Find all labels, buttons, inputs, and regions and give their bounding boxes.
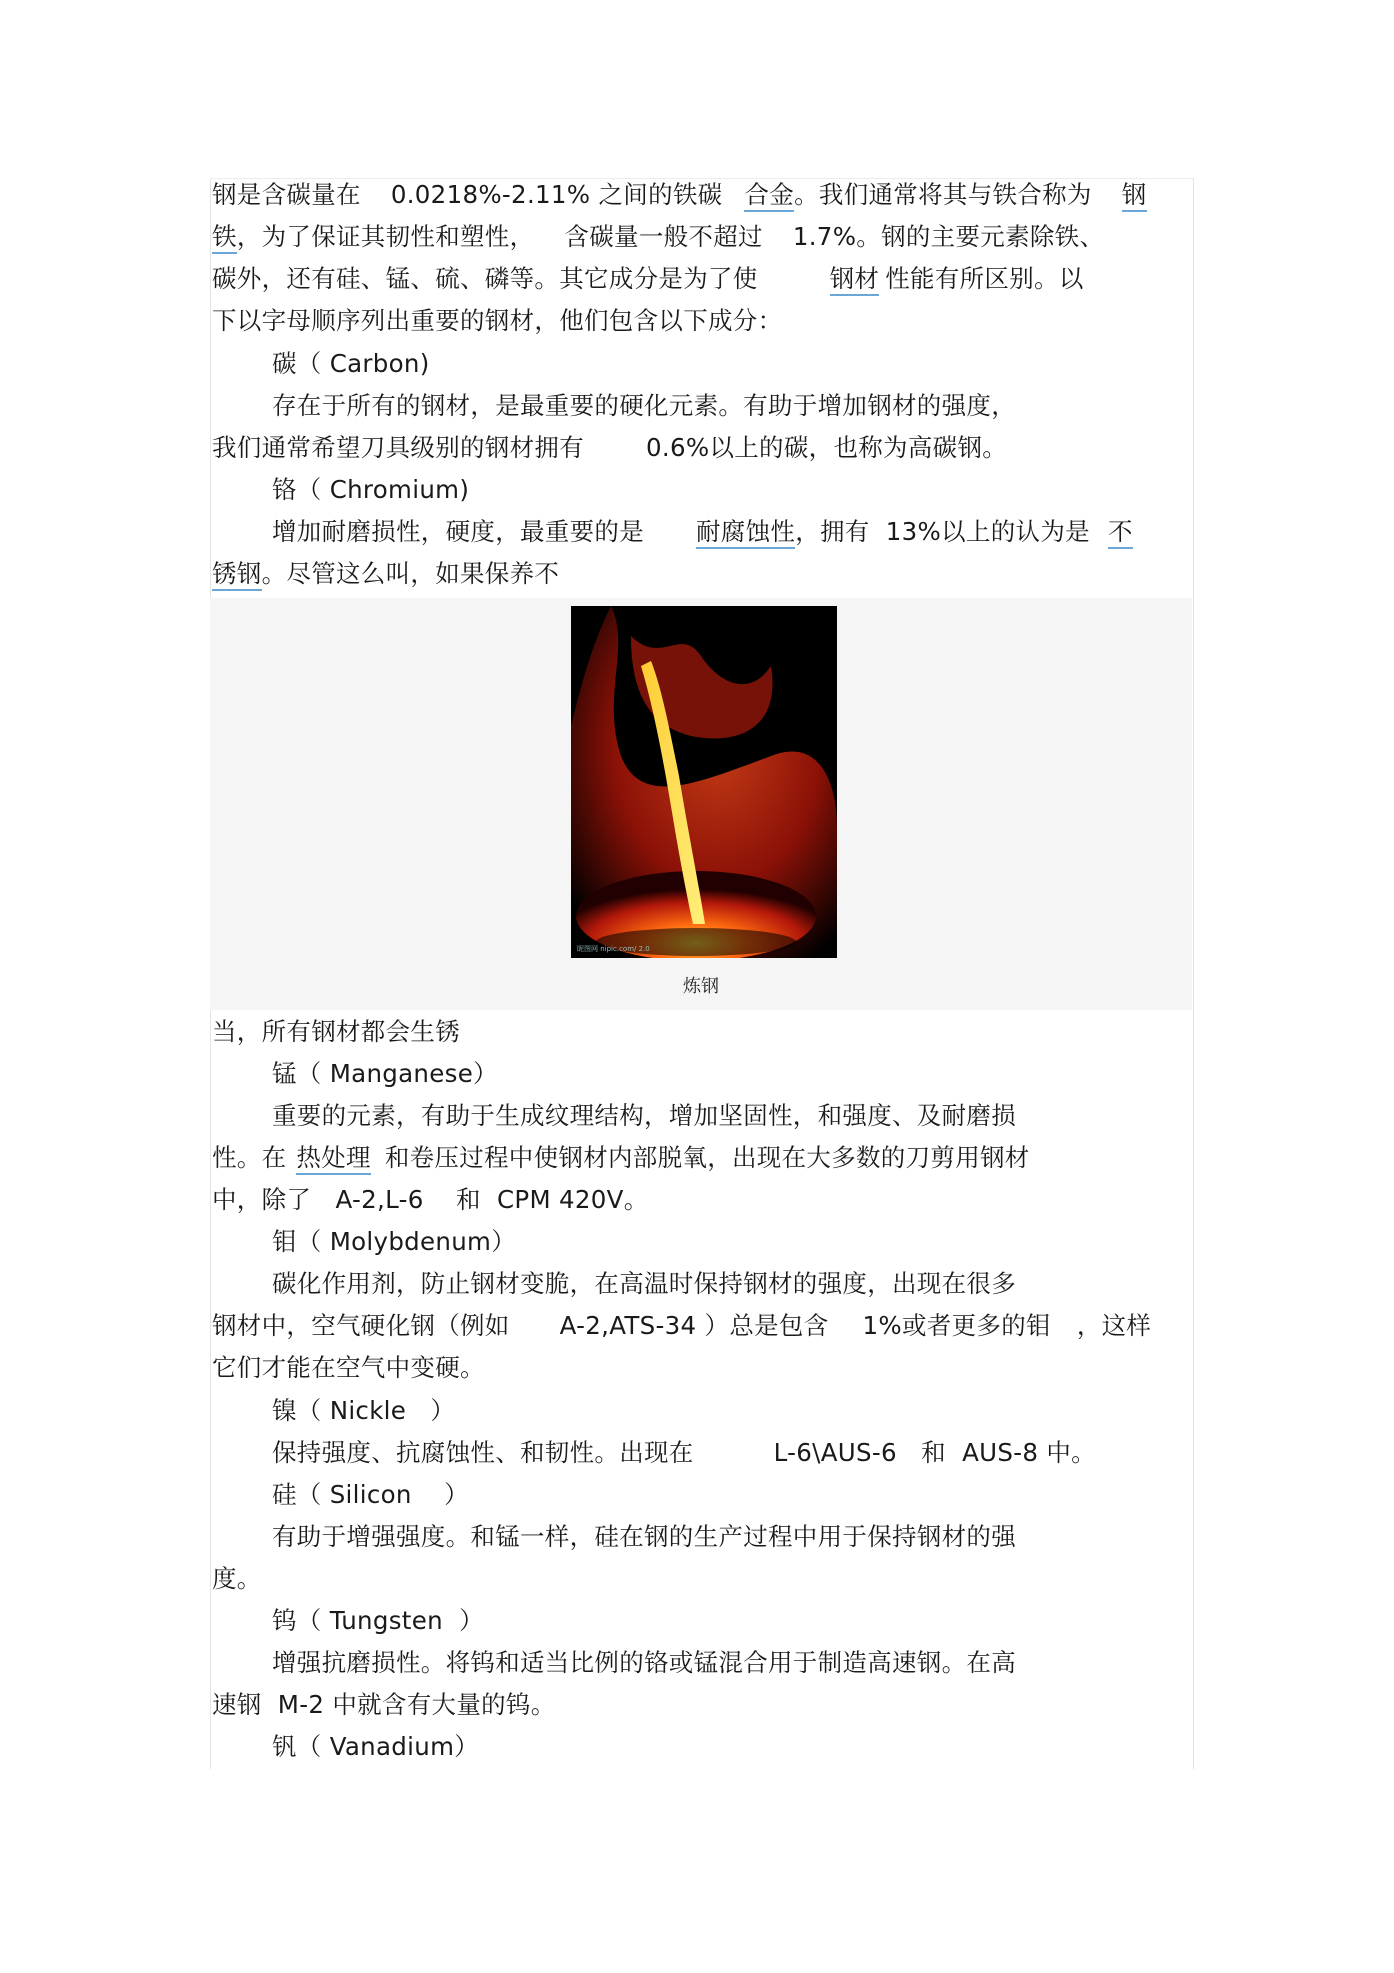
paragraph-line: 保持强度、抗腐蚀性、和韧性。出现在 L-6\AUS-6 和 AUS-8 中。: [272, 1438, 1096, 1467]
element-heading-manganese: 锰（ Manganese）: [272, 1059, 498, 1088]
figure-caption: 炼钢: [683, 976, 719, 997]
paragraph-line: 下以字母顺序列出重要的钢材，他们包含以下成分：: [212, 306, 783, 335]
paragraph-line: 存在于所有的钢材，是最重要的硬化元素。有助于增加钢材的强度，: [272, 391, 1016, 420]
element-heading-carbon: 碳（ Carbon): [272, 349, 430, 378]
molten-steel-image: [571, 606, 837, 958]
link-steel-material[interactable]: 钢材: [830, 264, 880, 296]
element-heading-vanadium: 钒（ Vanadium）: [272, 1732, 480, 1761]
paragraph-line: 度。: [212, 1564, 262, 1593]
element-heading-silicon: 硅（ Silicon ）: [272, 1480, 469, 1509]
element-heading-chromium: 铬（ Chromium): [272, 475, 470, 504]
paragraph-line: 碳外，还有硅、锰、硫、磷等。其它成分是为了使 钢材 性能有所区别。以: [212, 264, 1198, 296]
paragraph-line: 我们通常希望刀具级别的钢材拥有 0.6%以上的碳，也称为高碳钢。: [212, 433, 1008, 462]
link-steel-iron[interactable]: 钢: [1122, 180, 1147, 212]
element-heading-nickel: 镍（ Nickle ）: [272, 1396, 456, 1425]
paragraph-line: 当，所有钢材都会生锈: [212, 1017, 460, 1046]
steelmaking-photo: [571, 606, 837, 958]
paragraph-line: 中，除了 A-2,L-6 和 CPM 420V。: [212, 1185, 649, 1214]
paragraph-line: 重要的元素，有助于生成纹理结构，增加坚固性，和强度、及耐磨损: [272, 1101, 1016, 1130]
link-heat-treatment[interactable]: 热处理: [296, 1143, 370, 1175]
paragraph-line: 速钢 M-2 中就含有大量的钨。: [212, 1690, 556, 1719]
link-stainless[interactable]: 不: [1108, 517, 1133, 549]
paragraph-line: 增强抗磨损性。将钨和适当比例的铬或锰混合用于制造高速钢。在高: [272, 1648, 1016, 1677]
photo-watermark: 昵图网 nipic.com/ 2.0: [577, 945, 650, 953]
link-alloy[interactable]: 合金: [744, 180, 794, 212]
paragraph-line: 它们才能在空气中变硬。: [212, 1353, 485, 1382]
paragraph-line: 有助于增强强度。和锰一样，硅在钢的生产过程中用于保持钢材的强: [272, 1522, 1016, 1551]
paragraph-line: 钢是含碳量在 0.0218%-2.11% 之间的铁碳 合金。我们通常将其与铁合称为 钢: [212, 180, 1198, 212]
paragraph-line: 碳化作用剂，防止钢材变脆，在高温时保持钢材的强度，出现在很多: [272, 1269, 1016, 1298]
paragraph-line: 锈钢。尽管这么叫，如果保养不: [212, 559, 1198, 591]
element-heading-tungsten: 钨（ Tungsten ）: [272, 1606, 484, 1635]
paragraph-line: 铁，为了保证其韧性和塑性， 含碳量一般不超过 1.7%。钢的主要元素除铁、: [212, 222, 1198, 254]
link-steel-iron-cont[interactable]: 铁: [212, 222, 237, 254]
paragraph-line: 性。在 热处理 和卷压过程中使钢材内部脱氧，出现在大多数的刀剪用钢材: [212, 1143, 1198, 1175]
element-heading-molybdenum: 钼（ Molybdenum）: [272, 1227, 517, 1256]
paragraph-line: 钢材中，空气硬化钢（例如 A-2,ATS-34 ）总是包含 1%或者更多的钼 ，这样: [212, 1311, 1152, 1340]
link-stainless-cont[interactable]: 锈钢: [212, 559, 262, 591]
paragraph-line: 增加耐磨损性，硬度，最重要的是 耐腐蚀性，拥有 13%以上的认为是 不: [272, 517, 1198, 549]
link-corrosion-resistance[interactable]: 耐腐蚀性: [696, 517, 795, 549]
